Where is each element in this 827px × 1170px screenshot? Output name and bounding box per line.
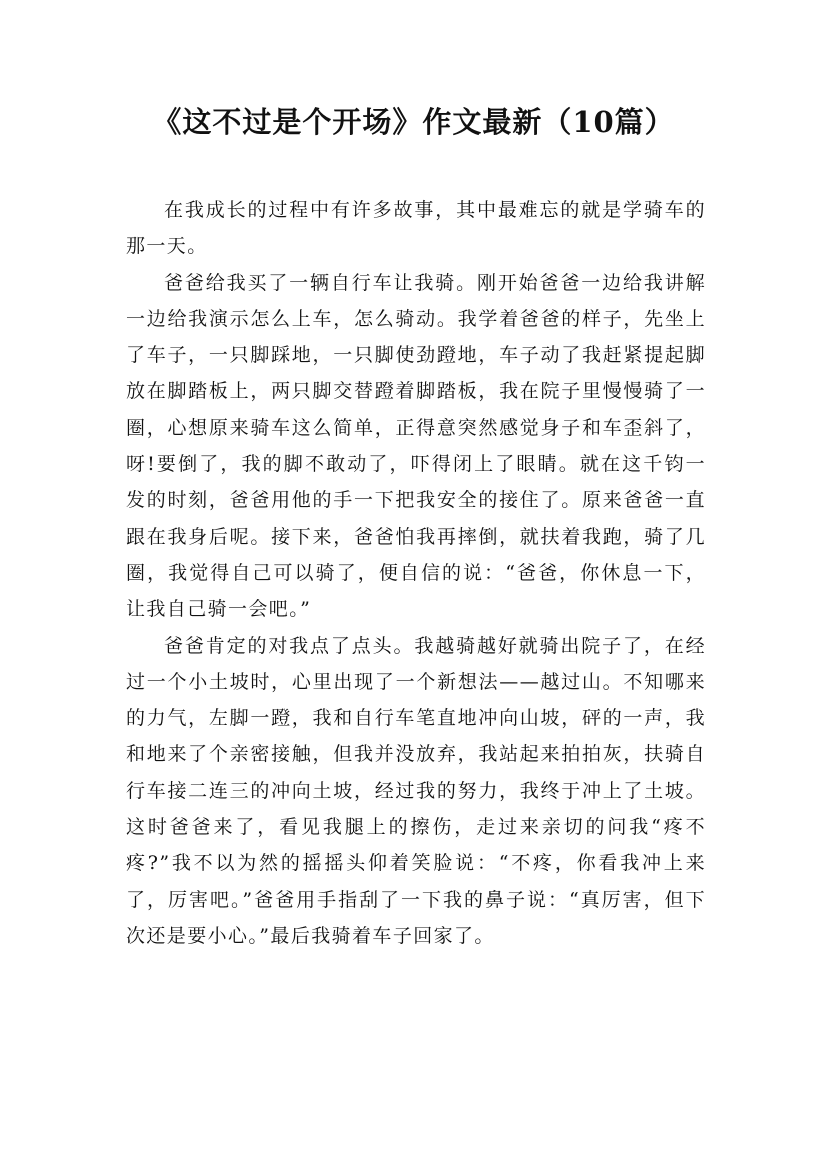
document-body: [126, 192, 706, 954]
paragraph-1: 在我成长的过程中有许多故事，其中最难忘的就是学骑车的那一天。: [126, 199, 706, 258]
document-title: 《这不过是个开场》作文最新（10篇）: [152, 105, 675, 139]
paragraph-3: 爸爸肯定的对我点了点头。我越骑越好就骑出院子了，在经过一个小土坡时，心里出现了一个新想法——越过山。不知哪来的力气，左脚一蹬，我和自行车笔直地冲向山坡，砰的一声，我和地来了个亲密接触，但我并没放弃，我站起来拍拍灰，扶骑自行车接二连三的冲向土坡，经过我的努力，我终于冲上了土坡。这时爸爸来了，看见我腿上的擦伤，走过来亲切的问我“疼不疼?”我不以为然的摇摇头仰着笑脸说：“不疼，你看我冲上来了，厉害吧。”爸爸用手指刮了一下我的鼻子说：“真厉害，但下次还是要小心。”最后我骑着车子回家了。: [126, 634, 706, 947]
paragraph-2: 爸爸给我买了一辆自行车让我骑。刚开始爸爸一边给我讲解一边给我演示怎么上车，怎么骑动。我学着爸爸的样子，先坐上了车子，一只脚踩地，一只脚使劲蹬地，车子动了我赶紧提起脚放在脚踏板上，两只脚交替蹬着脚踏板，我在院子里慢慢骑了一圈，心想原来骑车这么简单，正得意突然感觉身子和车歪斜了，呀!要倒了，我的脚不敢动了，吓得闭上了眼睛。就在这千钧一发的时刻，爸爸用他的手一下把我安全的接住了。原来爸爸一直跟在我身后呢。接下来，爸爸怕我再摔倒，就扶着我跑，骑了几圈，我觉得自己可以骑了，便自信的说：“爸爸，你休息一下，让我自己骑一会吧。”: [126, 271, 706, 621]
